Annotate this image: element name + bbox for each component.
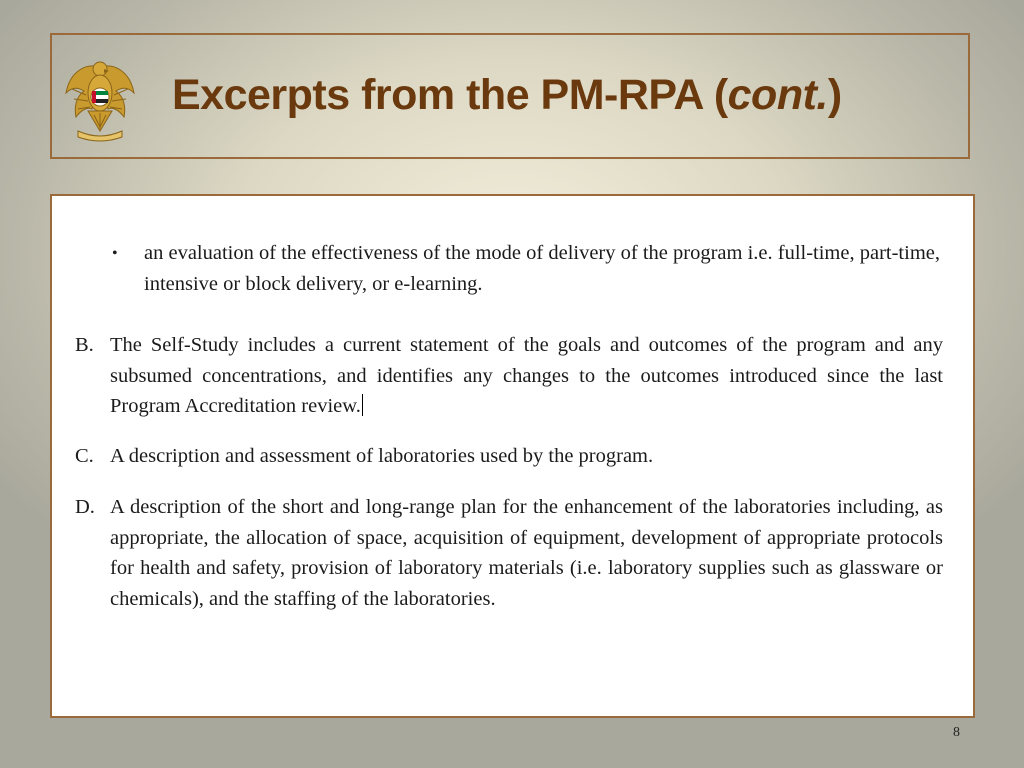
- text-cursor: [362, 394, 363, 416]
- item-text-c: A description and assessment of laboratories used by the program.: [110, 445, 654, 467]
- title-close-text: ): [827, 71, 842, 119]
- bullet-marker: •: [112, 245, 118, 262]
- item-b-body: The Self-Study includes a current statement of the goals and outcomes of the program and any subsumed concentrations, and identifies any changes to the outcomes introduced since the last Program Accreditation review.: [110, 334, 943, 417]
- item-text-d: A description of the short and long-range plan for the enhancement of the laboratories including, as appropriate, the allocation of space, acquisition of equipment, development of appropriate protocols for health and safety, provision of laboratory materials (i.e. laboratory supplies such as glassware or chemicals), and the staffing of the laboratories.: [110, 496, 943, 610]
- title-box: [50, 33, 970, 159]
- title-main-text: Excerpts from the PM-RPA (: [172, 71, 728, 119]
- slide-title: [172, 71, 842, 120]
- content-box: [50, 194, 975, 718]
- item-letter-d: D.: [75, 496, 95, 518]
- page-number: 8: [953, 725, 960, 740]
- title-italic-text: cont.: [727, 71, 828, 119]
- item-letter-b: B.: [75, 334, 94, 356]
- item-letter-c: C.: [75, 445, 94, 467]
- item-text-b: [110, 330, 943, 422]
- bullet-item-text: an evaluation of the effectiveness of the mode of delivery of the program i.e. full-time, part-time, intensive or block delivery, or e-learning.: [144, 242, 940, 295]
- falcon-emblem-icon: [62, 53, 138, 143]
